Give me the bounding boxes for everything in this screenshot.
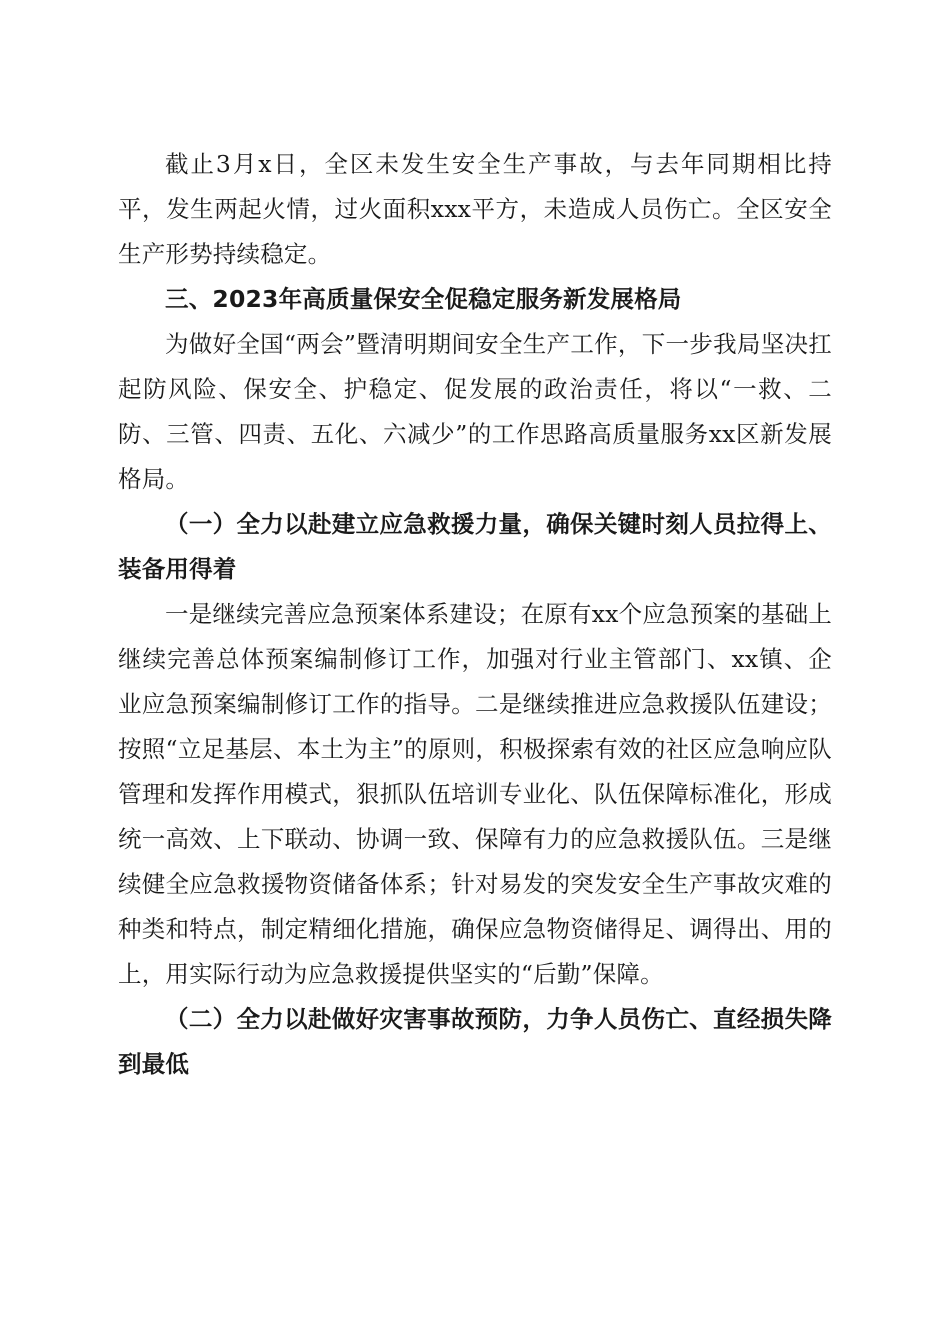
subheading-disaster-prevention: （二）全力以赴做好灾害事故预防，力争人员伤亡、直经损失降到最低 xyxy=(118,1005,832,1078)
subheading-emergency-rescue: （一）全力以赴建立应急救援力量，确保关键时刻人员拉得上、装备用得着 xyxy=(118,510,832,583)
paragraph-next-steps: 为做好全国“两会”暨清明期间安全生产工作，下一步我局坚决扛起防风险、保安全、护稳定、促发展的政治责任，将以“一救、二防、三管、四责、五化、六减少”的工作思路高质量服务xx区新发展格局。 xyxy=(118,330,832,493)
section-heading-three: 三、2023年高质量保安全促稳定服务新发展格局 xyxy=(165,285,682,313)
document-body xyxy=(118,142,832,1087)
paragraph-accident-status: 截止3月x日，全区未发生安全生产事故，与去年同期相比持平，发生两起火情，过火面积xxx平方，未造成人员伤亡。全区安全生产形势持续稳定。 xyxy=(118,150,832,268)
paragraph-rescue-measures: 一是继续完善应急预案体系建设；在原有xx个应急预案的基础上继续完善总体预案编制修订工作，加强对行业主管部门、xx镇、企业应急预案编制修订工作的指导。二是继续推进应急救援队伍建设；按照“立足基层、本土为主”的原则，积极探索有效的社区应急响应队管理和发挥作用模式，狠抓队伍培训专业化、队伍保障标准化，形成统一高效、上下联动、协调一致、保障有力的应急救援队伍。三是继续健全应急救援物资储备体系；针对易发的突发安全生产事故灾难的种类和特点，制定精细化措施，确保应急物资储得足、调得出、用的上，用实际行动为应急救援提供坚实的“后勤”保障。 xyxy=(118,600,832,988)
